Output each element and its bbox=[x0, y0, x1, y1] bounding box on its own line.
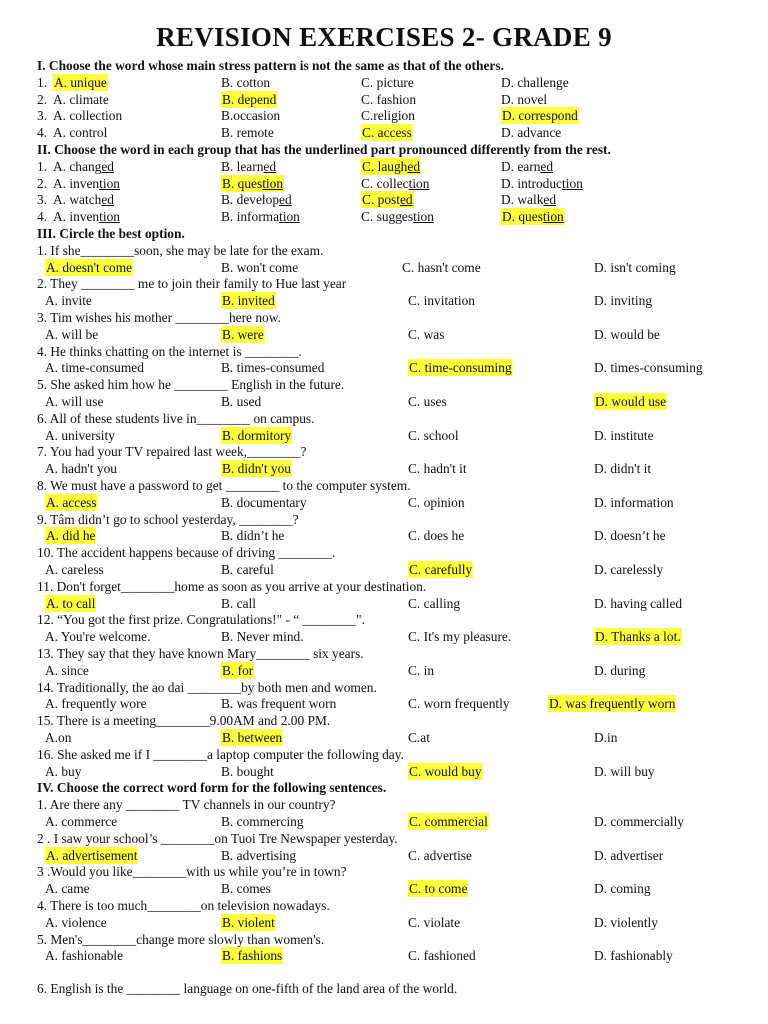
question-row bbox=[0, 376, 768, 393]
underlined-part: ed bbox=[101, 158, 114, 174]
option-text: C. laugh bbox=[362, 158, 408, 174]
option-text: A. chang bbox=[53, 158, 102, 174]
answer-option: D. doesn’t he bbox=[594, 528, 666, 544]
answer-option bbox=[361, 208, 434, 225]
answer-option: A.on bbox=[45, 730, 72, 745]
question-number: 2. bbox=[37, 175, 48, 191]
question-text: 15. There is a meeting________9.00AM and 2.00 PM. bbox=[37, 713, 331, 729]
question-row bbox=[0, 191, 768, 208]
answer-option: B. violent bbox=[222, 914, 275, 930]
underlined-part: tion bbox=[408, 175, 430, 191]
section-2-heading: II. Choose the word in each group that has the underlined part pronounced differently from the rest. bbox=[37, 142, 611, 157]
answer-option: A. commerce bbox=[45, 814, 118, 829]
question-text: 6. All of these students live in________ on campus. bbox=[37, 410, 315, 426]
question-row bbox=[0, 679, 768, 696]
answer-option: A. doesn't come bbox=[46, 259, 133, 275]
underlined-part: ed bbox=[101, 192, 114, 208]
option-text: C. sugges bbox=[361, 209, 414, 225]
question-text: 7. You had your TV repaired last week,________? bbox=[37, 444, 307, 460]
answer-option: B. documentary bbox=[221, 494, 307, 510]
underlined-part: tion bbox=[99, 175, 120, 191]
answer-option: D. will buy bbox=[594, 763, 655, 779]
question-text: 3 .Would you like________with us while you’re in town? bbox=[37, 864, 347, 880]
answer-option bbox=[361, 175, 429, 192]
option-text: A. inven bbox=[53, 209, 100, 225]
question-row bbox=[0, 611, 768, 628]
answer-option: B. used bbox=[221, 394, 262, 409]
answer-option: B. fashions bbox=[222, 948, 283, 964]
answer-option: B. call bbox=[221, 595, 256, 611]
answer-option: D. coming bbox=[594, 881, 651, 897]
question-row bbox=[0, 578, 768, 595]
question-row bbox=[0, 443, 768, 460]
option-text: B. learn bbox=[221, 158, 264, 174]
answer-option: C. invitation bbox=[408, 293, 475, 309]
underlined-part: tion bbox=[413, 209, 434, 225]
answer-option bbox=[361, 158, 421, 175]
answer-option: D.in bbox=[594, 730, 618, 745]
question-row bbox=[0, 796, 768, 813]
section-4-heading: IV. Choose the correct word form for the following sentences. bbox=[37, 780, 387, 796]
answer-option: C. fashioned bbox=[408, 948, 476, 964]
options-row bbox=[0, 695, 768, 712]
answer-option: C.at bbox=[408, 730, 430, 745]
answer-option bbox=[501, 175, 583, 192]
answer-option: A. came bbox=[45, 881, 90, 897]
question-row bbox=[0, 897, 768, 914]
answer-option: C. advertise bbox=[408, 847, 472, 863]
answer-option: D. carelessly bbox=[594, 562, 664, 577]
question-row bbox=[0, 544, 768, 561]
question-text: 5. Men's________change more slowly than women's. bbox=[37, 931, 325, 947]
answer-option: D. times-consuming bbox=[594, 360, 703, 376]
answer-option: B. were bbox=[222, 326, 264, 342]
answer-option: B. comes bbox=[221, 881, 271, 897]
option-text: B. ques bbox=[222, 175, 263, 191]
answer-option bbox=[501, 158, 553, 175]
question-row bbox=[0, 107, 768, 124]
question-row bbox=[0, 746, 768, 763]
answer-option: B. didn’t he bbox=[221, 528, 285, 544]
page-title: REVISION EXERCISES 2- GRADE 9 bbox=[156, 22, 612, 52]
answer-option: B. for bbox=[222, 662, 254, 678]
question-number: 2. bbox=[37, 91, 48, 107]
options-row bbox=[0, 595, 768, 612]
question-text: 8. We must have a password to get ________ to the computer system. bbox=[37, 478, 411, 493]
answer-option bbox=[221, 175, 284, 192]
section-heading bbox=[0, 141, 768, 158]
answer-option bbox=[221, 208, 300, 225]
answer-option: D. was frequently worn bbox=[549, 696, 676, 712]
answer-option: D. violently bbox=[594, 914, 658, 930]
option-text: B. informa bbox=[221, 209, 280, 225]
answer-option: A. collection bbox=[53, 108, 123, 124]
answer-option: A. advertisement bbox=[46, 847, 138, 863]
answer-option: C. school bbox=[408, 427, 459, 443]
answer-option: A. You're welcome. bbox=[45, 629, 151, 645]
option-text: D. introduc bbox=[501, 175, 562, 191]
question-row bbox=[0, 91, 768, 108]
options-row bbox=[0, 847, 768, 864]
question-row bbox=[0, 863, 768, 880]
answer-option bbox=[53, 191, 114, 208]
options-row bbox=[0, 359, 768, 376]
underlined-part: tion bbox=[562, 175, 583, 191]
answer-option: B. cotton bbox=[221, 74, 271, 90]
question-number: 4. bbox=[37, 125, 48, 141]
answer-option: A. violence bbox=[45, 914, 107, 930]
question-text: 3. Tim wishes his mother ________here now. bbox=[37, 310, 281, 325]
answer-option: D. information bbox=[594, 494, 674, 510]
answer-option: D. correspond bbox=[502, 108, 578, 124]
answer-option: C. It's my pleasure. bbox=[408, 629, 512, 645]
answer-option: A. access bbox=[46, 494, 97, 510]
answer-option bbox=[361, 191, 414, 208]
question-number: 3. bbox=[37, 192, 48, 208]
underlined-part: tion bbox=[542, 209, 564, 225]
answer-option: C. carefully bbox=[409, 562, 473, 577]
options-row bbox=[0, 914, 768, 931]
answer-option: C. violate bbox=[408, 914, 461, 930]
answer-option: B. was frequent worn bbox=[221, 696, 337, 712]
underlined-part: ed bbox=[399, 192, 413, 208]
answer-option: A. to call bbox=[46, 595, 96, 611]
question-text: 9. Tâm didn’t go to school yesterday, ________? bbox=[37, 511, 299, 527]
answer-option: A. fashionable bbox=[45, 948, 124, 964]
underlined-part: ed bbox=[540, 158, 554, 174]
answer-option: B. invited bbox=[222, 293, 275, 309]
underlined-part: tion bbox=[99, 209, 120, 225]
section-heading bbox=[0, 779, 768, 796]
answer-option: C. picture bbox=[361, 74, 414, 90]
question-text: 10. The accident happens because of driving ________. bbox=[37, 545, 336, 561]
answer-option: B. bought bbox=[221, 763, 274, 779]
question-row bbox=[0, 124, 768, 141]
underlined-part: ed bbox=[543, 192, 557, 208]
answer-option: A. university bbox=[45, 427, 115, 443]
answer-option: B. Never mind. bbox=[221, 629, 304, 645]
answer-option bbox=[221, 158, 276, 175]
question-text: 4. There is too much________on television nowadays. bbox=[37, 898, 330, 913]
answer-option: B. commercing bbox=[221, 814, 304, 829]
question-row bbox=[0, 645, 768, 662]
answer-option: A. will be bbox=[45, 326, 99, 342]
options-row bbox=[0, 729, 768, 746]
question-row bbox=[0, 712, 768, 729]
answer-option: D. challenge bbox=[501, 74, 569, 90]
answer-option: D. during bbox=[594, 662, 646, 678]
answer-option: C. commercial bbox=[409, 814, 488, 829]
section-heading bbox=[0, 57, 768, 74]
answer-option: D. would be bbox=[594, 326, 660, 342]
question-row bbox=[0, 208, 768, 225]
answer-option: C. worn frequently bbox=[408, 696, 510, 712]
options-row bbox=[0, 259, 768, 276]
question-number: 4. bbox=[37, 209, 48, 225]
answer-option: A. hadn't you bbox=[45, 461, 117, 477]
answer-option: C. hadn't it bbox=[408, 461, 467, 477]
answer-option bbox=[501, 191, 556, 208]
options-row bbox=[0, 460, 768, 477]
answer-option: C. time-consuming bbox=[409, 360, 512, 376]
answer-option: B.occasion bbox=[221, 108, 281, 124]
answer-option: A. climate bbox=[53, 91, 109, 107]
options-row bbox=[0, 628, 768, 645]
answer-option: A. did he bbox=[46, 528, 96, 544]
section-3-heading: III. Circle the best option. bbox=[37, 226, 185, 241]
question-row bbox=[0, 931, 768, 948]
answer-option: D. advertiser bbox=[594, 847, 664, 863]
question-row bbox=[0, 477, 768, 494]
answer-option bbox=[501, 208, 565, 225]
question-text: 6. English is the ________ language on one-fifth of the land area of the world. bbox=[37, 981, 458, 997]
question-row bbox=[0, 309, 768, 326]
answer-option: C. to come bbox=[409, 881, 468, 897]
answer-option: B. times-consumed bbox=[221, 360, 325, 376]
answer-option: D. fashionably bbox=[594, 948, 673, 964]
question-row bbox=[0, 74, 768, 91]
answer-option: C. was bbox=[408, 326, 445, 342]
answer-option bbox=[53, 208, 120, 225]
underlined-part: tion bbox=[262, 175, 284, 191]
options-row bbox=[0, 326, 768, 343]
answer-option: A. since bbox=[45, 662, 89, 678]
answer-option: C. fashion bbox=[361, 91, 417, 107]
question-row bbox=[0, 830, 768, 847]
answer-option: C.religion bbox=[361, 108, 415, 124]
answer-option: C. opinion bbox=[408, 494, 465, 510]
question-text: 1. If she________soon, she may be late for the exam. bbox=[37, 242, 324, 258]
answer-option: B. didn't you bbox=[222, 461, 291, 477]
question-row bbox=[0, 275, 768, 292]
question-text: 12. “You got the first prize. Congratulations!" - “ ________". bbox=[37, 612, 365, 628]
options-row bbox=[0, 494, 768, 511]
options-row bbox=[0, 813, 768, 830]
answer-option bbox=[53, 158, 114, 175]
answer-option: D. isn't coming bbox=[594, 259, 676, 275]
options-row bbox=[0, 292, 768, 309]
answer-option: C. hasn't come bbox=[402, 259, 481, 275]
answer-option: B. depend bbox=[222, 91, 277, 107]
options-row bbox=[0, 561, 768, 578]
options-row bbox=[0, 947, 768, 964]
options-row bbox=[0, 763, 768, 780]
answer-option: D. having called bbox=[594, 595, 683, 611]
answer-option: B. between bbox=[222, 730, 283, 745]
section-heading bbox=[0, 225, 768, 242]
question-text: 1. Are there any ________ TV channels in our country? bbox=[37, 797, 336, 813]
option-text: A. watch bbox=[53, 192, 102, 208]
answer-option: D. advance bbox=[501, 125, 562, 141]
question-text: 5. She asked him how he ________ English in the future. bbox=[37, 377, 345, 393]
answer-option: C. does he bbox=[408, 528, 465, 544]
question-text: 11. Don't forget________home as soon as you arrive at your destination. bbox=[37, 578, 427, 594]
options-row bbox=[0, 393, 768, 410]
option-text: B. develop bbox=[221, 192, 280, 208]
question-number: 1. bbox=[37, 158, 48, 174]
answer-option: A. will use bbox=[45, 394, 104, 409]
options-row bbox=[0, 527, 768, 544]
option-text: C. collec bbox=[361, 175, 409, 191]
answer-option: A. invite bbox=[45, 293, 92, 309]
answer-option: D. institute bbox=[594, 427, 654, 443]
answer-option: D. didn't it bbox=[594, 461, 652, 477]
answer-option: D. commercially bbox=[594, 814, 684, 829]
answer-option bbox=[221, 191, 292, 208]
answer-option: C. calling bbox=[408, 595, 461, 611]
answer-option: A. time-consumed bbox=[45, 360, 144, 376]
option-text: D. walk bbox=[501, 192, 544, 208]
options-row bbox=[0, 427, 768, 444]
answer-option: B. careful bbox=[221, 562, 274, 577]
options-row bbox=[0, 662, 768, 679]
question-row bbox=[0, 158, 768, 175]
underlined-part: ed bbox=[407, 158, 421, 174]
answer-option: D. novel bbox=[501, 91, 548, 107]
underlined-part: tion bbox=[279, 209, 300, 225]
answer-option: A. frequently wore bbox=[45, 696, 147, 712]
answer-option: B. won't come bbox=[221, 259, 299, 275]
question-text: 2 . I saw your school’s ________on Tuoi Tre Newspaper yesterday. bbox=[37, 830, 398, 846]
answer-option: D. inviting bbox=[594, 293, 653, 309]
answer-option: C. in bbox=[408, 662, 435, 678]
answer-option: B. dormitory bbox=[222, 427, 292, 443]
option-text: D. earn bbox=[501, 158, 541, 174]
question-text: 2. They ________ me to join their family to Hue last year bbox=[37, 276, 347, 292]
question-row bbox=[0, 242, 768, 259]
answer-option: D. Thanks a lot. bbox=[595, 629, 681, 645]
question-row bbox=[0, 511, 768, 528]
question-number: 3. bbox=[37, 108, 48, 124]
answer-option: B. remote bbox=[221, 125, 274, 141]
answer-option: B. advertising bbox=[221, 847, 297, 863]
answer-option: C. access bbox=[362, 125, 412, 141]
question-row bbox=[0, 980, 768, 997]
option-text: A. inven bbox=[53, 175, 100, 191]
answer-option: D. would use bbox=[595, 394, 667, 409]
answer-option: A. buy bbox=[45, 763, 82, 779]
question-text: 14. Traditionally, the ao dai ________by both men and women. bbox=[37, 679, 377, 695]
underlined-part: ed bbox=[263, 158, 277, 174]
option-text: D. ques bbox=[502, 209, 543, 225]
question-row bbox=[0, 410, 768, 427]
answer-option: C. would buy bbox=[409, 763, 482, 779]
question-text: 16. She asked me if I ________a laptop computer the following day. bbox=[37, 746, 404, 762]
answer-option: A. unique bbox=[54, 74, 107, 90]
options-row bbox=[0, 880, 768, 897]
option-text: C. post bbox=[362, 192, 400, 208]
answer-option: A. careless bbox=[45, 562, 104, 577]
underlined-part: ed bbox=[279, 192, 292, 208]
question-text: 13. They say that they have known Mary________ six years. bbox=[37, 646, 364, 661]
question-text: 4. He thinks chatting on the internet is ________. bbox=[37, 343, 302, 359]
question-row bbox=[0, 175, 768, 192]
answer-option bbox=[53, 175, 120, 192]
answer-option: A. control bbox=[53, 125, 108, 141]
section-1-heading: I. Choose the word whose main stress pattern is not the same as that of the others. bbox=[37, 58, 504, 73]
question-row bbox=[0, 343, 768, 360]
answer-option: C. uses bbox=[408, 394, 447, 409]
question-number: 1. bbox=[37, 74, 48, 90]
